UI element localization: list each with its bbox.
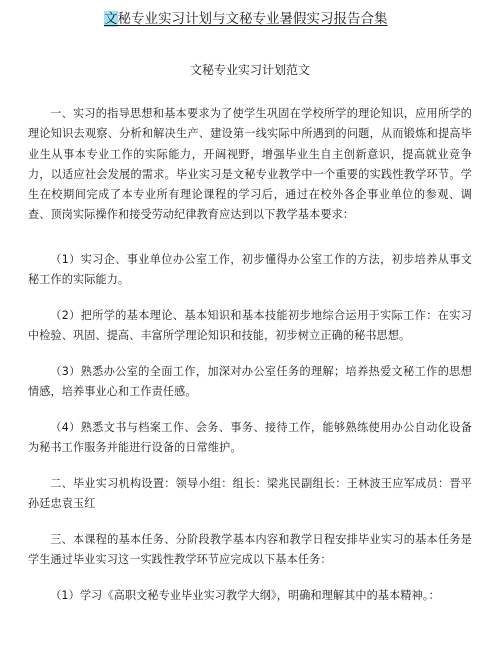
document-title (104, 10, 388, 28)
paragraph-basic-tasks: 三、本课程的基本任务、分阶段教学基本内容和教学日程安排毕业实习的基本任务是学生通过毕业实习这一实践性教学环节应完成以下基本任务： (28, 533, 472, 567)
title-highlight: 文 (104, 11, 118, 27)
paragraph-requirement-1: （1）实习企、事业单位办公室工作，初步懂得办公室工作的方法，初步培养从事文秘工作的实际能力。 (28, 253, 472, 287)
paragraph-task-1: （1）学习《高职文秘专业毕业实习教学大纲》，明确和理解其中的基本精神。： (50, 589, 440, 602)
document-subtitle: 文秘专业实习计划范文 (189, 63, 310, 77)
paragraph-requirement-2: （2）把所学的基本理论、基本知识和基本技能初步地综合运用于实际工作：在实习中检验、巩固、提高、丰富所学理论知识和技能，初步树立正确的秘书思想。 (28, 309, 472, 343)
paragraph-guiding-principles: 一、实习的指导思想和基本要求为了使学生巩固在学校所学的理论知识，应用所学的理论知识去观察、分析和解决生产、建设第一线实际中所遇到的问题，从而锻炼和提高毕业生从事本专业工作的实际能力，开阔视野，增强毕业生自主创新意识，提高就业竞争力，以适应社会发展的需求。毕业实习是文秘专业教学中一个重要的实践性教学环节。学生在校期间完成了本专业所有理论课程的学习后，通过在校外各企事业单位的参观、调查、顶岗实际操作和接受劳动纪律教育应达到以下教学基本要求： (28, 107, 472, 222)
paragraph-requirement-3: （3）熟悉办公室的全面工作，加深对办公室任务的理解；培养热爱文秘工作的思想情感，培养事业心和工作责任感。 (28, 365, 472, 399)
paragraph-organization: 二、毕业实习机构设置：领导小组：组长：梁兆民副组长：王林波王应军成员：晋平孙廷忠袁玉红 (28, 477, 472, 511)
paragraph-requirement-4: （4）熟悉文书与档案工作、会务、事务、接待工作，能够熟练使用办公自动化设备为秘书工作服务并能进行设备的日常维护。 (28, 421, 472, 455)
title-text: 秘专业实习计划与文秘专业暑假实习报告合集 (117, 11, 388, 27)
